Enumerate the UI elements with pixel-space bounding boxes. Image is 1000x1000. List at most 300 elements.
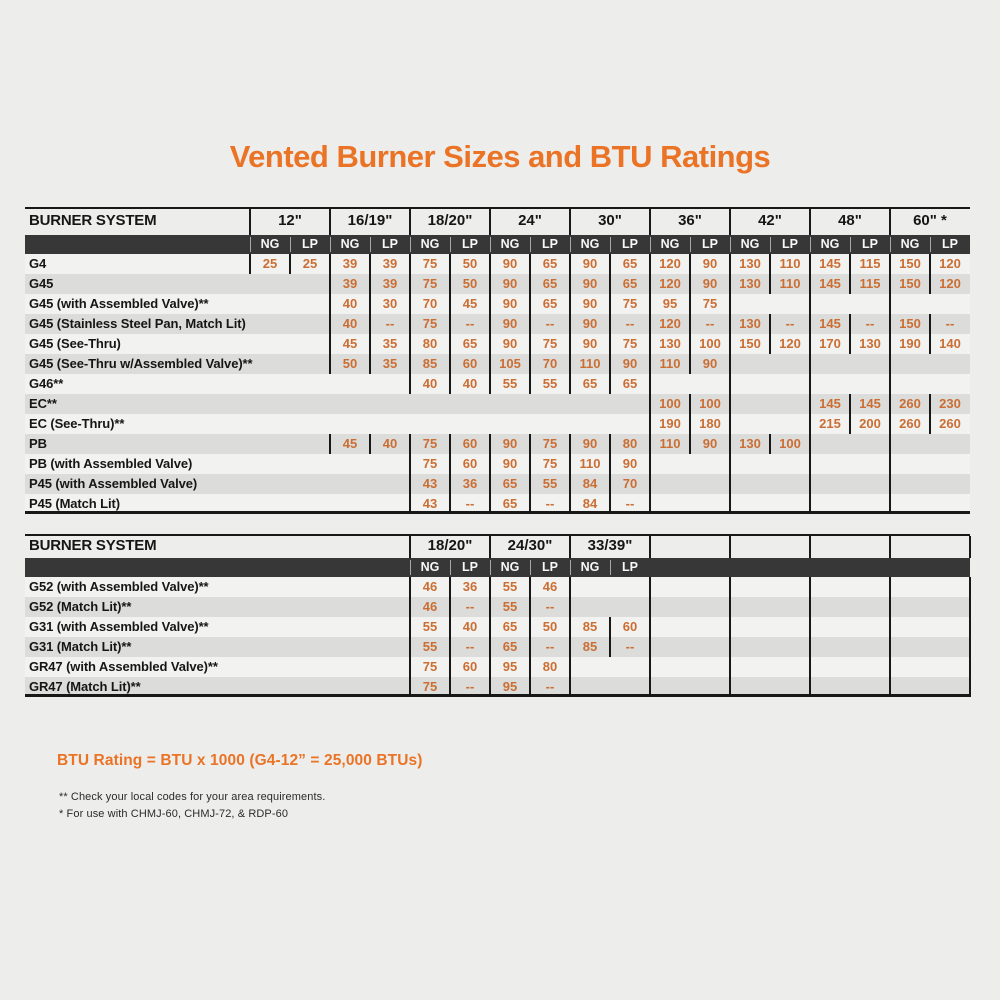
- cell-divider: [409, 597, 411, 617]
- cell-divider: [409, 474, 411, 494]
- fuel-type-header: NG: [260, 237, 280, 251]
- btu-value: 90: [502, 296, 518, 311]
- fuel-type-header: LP: [382, 237, 398, 251]
- fuel-type-header: NG: [340, 237, 360, 251]
- btu-value: 46: [422, 599, 438, 614]
- size-column-header: 60" *: [913, 212, 947, 229]
- fuel-type-header: NG: [740, 237, 760, 251]
- btu-value: 130: [739, 436, 761, 451]
- cell-divider: [329, 434, 331, 454]
- btu-value: 120: [659, 316, 681, 331]
- header-divider: [489, 209, 491, 235]
- btu-value: 80: [542, 659, 558, 674]
- size-column-header: 30": [598, 212, 622, 229]
- btu-value: 75: [622, 296, 638, 311]
- btu-value: 50: [342, 356, 358, 371]
- btu-value: 170: [819, 336, 841, 351]
- btu-value: 150: [899, 316, 921, 331]
- table-row: [25, 334, 970, 354]
- btu-value: 65: [502, 619, 518, 634]
- header-divider: [569, 209, 571, 235]
- btu-value: 90: [582, 316, 598, 331]
- btu-value: 75: [702, 296, 718, 311]
- fuel-type-header: LP: [622, 560, 638, 574]
- cell-divider: [529, 274, 531, 294]
- cell-divider: [689, 334, 691, 354]
- cell-divider: [489, 577, 491, 597]
- cell-divider: [369, 434, 371, 454]
- btu-value: 230: [939, 396, 961, 411]
- fuel-header-divider: [770, 237, 771, 252]
- btu-value: 40: [422, 376, 438, 391]
- btu-value: 115: [859, 276, 881, 291]
- btu-value: 90: [502, 316, 518, 331]
- size-column-header: 24/30": [507, 537, 553, 554]
- btu-value: 140: [939, 336, 961, 351]
- fuel-type-header: LP: [462, 560, 478, 574]
- btu-value: --: [465, 599, 475, 614]
- btu-value: 100: [659, 396, 681, 411]
- cell-divider: [689, 314, 691, 334]
- burner-name: G31 (with Assembled Valve)**: [29, 619, 209, 634]
- table-header-burner-system: BURNER SYSTEM: [29, 537, 157, 554]
- column-group-line: [969, 577, 971, 697]
- cell-divider: [689, 254, 691, 274]
- table-row: [25, 414, 970, 434]
- cell-divider: [249, 254, 251, 274]
- btu-value: 90: [582, 256, 598, 271]
- btu-value: 145: [819, 396, 841, 411]
- fuel-type-header: LP: [942, 237, 958, 251]
- burner-name: PB (with Assembled Valve): [29, 456, 193, 471]
- column-group-line: [809, 577, 811, 697]
- btu-value: 75: [422, 316, 438, 331]
- fuel-type-header: NG: [500, 560, 520, 574]
- cell-divider: [489, 617, 491, 637]
- cell-divider: [529, 254, 531, 274]
- fuel-type-header: LP: [702, 237, 718, 251]
- btu-value: 55: [542, 476, 558, 491]
- cell-divider: [929, 334, 931, 354]
- burner-name: P45 (with Assembled Valve): [29, 476, 198, 491]
- cell-divider: [569, 294, 571, 314]
- btu-value: 65: [622, 276, 638, 291]
- cell-divider: [529, 334, 531, 354]
- btu-value: 90: [702, 356, 718, 371]
- cell-divider: [689, 434, 691, 454]
- table-row: [25, 637, 970, 657]
- cell-divider: [409, 454, 411, 474]
- size-column-header: 18/20": [427, 212, 473, 229]
- cell-divider: [929, 274, 931, 294]
- fuel-header-divider: [930, 237, 931, 252]
- btu-value: 90: [702, 276, 718, 291]
- btu-value: 46: [542, 579, 558, 594]
- size-column-header: 33/39": [587, 537, 633, 554]
- note-local-codes: ** Check your local codes for your area requirements.: [59, 791, 326, 803]
- btu-value: 40: [462, 376, 478, 391]
- btu-value: 130: [659, 336, 681, 351]
- size-column-header: 48": [838, 212, 862, 229]
- cell-divider: [449, 374, 451, 394]
- cell-divider: [489, 274, 491, 294]
- cell-divider: [929, 254, 931, 274]
- btu-value: 130: [739, 316, 761, 331]
- header-divider: [969, 536, 971, 558]
- cell-divider: [329, 274, 331, 294]
- btu-value: 45: [342, 436, 358, 451]
- vented-burner-table-secondary: [25, 534, 970, 697]
- btu-value: --: [625, 316, 635, 331]
- cell-divider: [529, 577, 531, 597]
- cell-divider: [849, 334, 851, 354]
- btu-value: 100: [699, 336, 721, 351]
- btu-value: 90: [622, 356, 638, 371]
- btu-value: --: [705, 316, 715, 331]
- cell-divider: [769, 274, 771, 294]
- cell-divider: [849, 414, 851, 434]
- size-column-header: 36": [678, 212, 702, 229]
- btu-value: --: [625, 496, 635, 511]
- cell-divider: [449, 597, 451, 617]
- btu-value: 145: [859, 396, 881, 411]
- fuel-type-header: NG: [580, 560, 600, 574]
- btu-value: --: [945, 316, 955, 331]
- btu-value: 55: [502, 579, 518, 594]
- fuel-header-divider: [450, 237, 451, 252]
- cell-divider: [329, 314, 331, 334]
- cell-divider: [409, 617, 411, 637]
- btu-value: 75: [422, 659, 438, 674]
- cell-divider: [929, 394, 931, 414]
- cell-divider: [609, 434, 611, 454]
- fuel-header-divider: [450, 560, 451, 575]
- cell-divider: [529, 454, 531, 474]
- btu-value: 260: [899, 416, 921, 431]
- btu-value: 90: [582, 276, 598, 291]
- fuel-header-divider: [890, 237, 891, 252]
- fuel-header-divider: [570, 560, 571, 575]
- fuel-type-header: NG: [900, 237, 920, 251]
- btu-value: 100: [699, 396, 721, 411]
- column-group-line: [809, 254, 811, 514]
- btu-value: 120: [659, 276, 681, 291]
- header-divider: [809, 536, 811, 558]
- fuel-header-divider: [530, 560, 531, 575]
- fuel-type-header: NG: [420, 560, 440, 574]
- cell-divider: [529, 354, 531, 374]
- btu-value: 70: [622, 476, 638, 491]
- btu-value: 90: [502, 276, 518, 291]
- btu-value: 75: [542, 456, 558, 471]
- burner-name: GR47 (Match Lit)**: [29, 679, 141, 694]
- btu-value: 60: [462, 659, 478, 674]
- fuel-header-divider: [570, 237, 571, 252]
- btu-value: 75: [622, 336, 638, 351]
- fuel-header-divider: [610, 237, 611, 252]
- fuel-type-header: NG: [580, 237, 600, 251]
- cell-divider: [929, 414, 931, 434]
- btu-value: 45: [462, 296, 478, 311]
- btu-value: --: [785, 316, 795, 331]
- btu-value: 60: [462, 356, 478, 371]
- cell-divider: [329, 334, 331, 354]
- cell-divider: [529, 374, 531, 394]
- btu-value: 35: [382, 336, 398, 351]
- btu-value: 95: [502, 679, 518, 694]
- table-bottom-border: [25, 511, 970, 514]
- header-divider: [649, 209, 651, 235]
- cell-divider: [369, 334, 371, 354]
- cell-divider: [329, 294, 331, 314]
- btu-rating-formula: BTU Rating = BTU x 1000 (G4-12” = 25,000 BTUs): [57, 752, 423, 769]
- btu-value: 105: [499, 356, 521, 371]
- header-divider: [569, 536, 571, 558]
- btu-value: 90: [502, 456, 518, 471]
- btu-value: 130: [859, 336, 881, 351]
- table-row: [25, 274, 970, 294]
- btu-value: 60: [622, 619, 638, 634]
- size-column-header: 42": [758, 212, 782, 229]
- cell-divider: [449, 617, 451, 637]
- btu-value: --: [545, 679, 555, 694]
- cell-divider: [569, 254, 571, 274]
- fuel-header-divider: [850, 237, 851, 252]
- btu-value: 90: [622, 456, 638, 471]
- btu-value: 84: [582, 476, 598, 491]
- cell-divider: [409, 254, 411, 274]
- fuel-type-header: LP: [542, 560, 558, 574]
- fuel-header-divider: [370, 237, 371, 252]
- cell-divider: [449, 334, 451, 354]
- burner-name: G31 (Match Lit)**: [29, 639, 132, 654]
- btu-value: 65: [542, 296, 558, 311]
- btu-value: --: [545, 496, 555, 511]
- btu-value: 90: [502, 336, 518, 351]
- btu-value: 55: [422, 639, 438, 654]
- btu-value: 180: [699, 416, 721, 431]
- cell-divider: [489, 434, 491, 454]
- btu-value: 65: [542, 256, 558, 271]
- cell-divider: [529, 474, 531, 494]
- cell-divider: [769, 314, 771, 334]
- btu-value: 150: [899, 276, 921, 291]
- btu-value: 90: [702, 256, 718, 271]
- btu-value: 95: [502, 659, 518, 674]
- cell-divider: [449, 294, 451, 314]
- btu-value: 65: [502, 476, 518, 491]
- header-divider: [409, 209, 411, 235]
- cell-divider: [569, 474, 571, 494]
- cell-divider: [569, 314, 571, 334]
- table-header-burner-system: BURNER SYSTEM: [29, 212, 157, 229]
- cell-divider: [529, 434, 531, 454]
- cell-divider: [609, 637, 611, 657]
- table-bottom-border: [25, 694, 970, 697]
- cell-divider: [689, 354, 691, 374]
- header-divider: [649, 536, 651, 558]
- header-divider: [889, 536, 891, 558]
- cell-divider: [489, 354, 491, 374]
- vented-burner-table-main: [25, 207, 970, 514]
- burner-name: G45 (with Assembled Valve)**: [29, 296, 209, 311]
- cell-divider: [489, 294, 491, 314]
- cell-divider: [409, 577, 411, 597]
- cell-divider: [489, 637, 491, 657]
- btu-value: 75: [542, 336, 558, 351]
- cell-divider: [329, 354, 331, 374]
- fuel-type-header: NG: [820, 237, 840, 251]
- btu-value: 75: [422, 256, 438, 271]
- btu-value: 39: [382, 256, 398, 271]
- cell-divider: [609, 314, 611, 334]
- btu-value: 39: [342, 276, 358, 291]
- page-title: Vented Burner Sizes and BTU Ratings: [229, 139, 771, 174]
- btu-value: 55: [502, 376, 518, 391]
- btu-value: 45: [342, 336, 358, 351]
- btu-value: 80: [422, 336, 438, 351]
- fuel-type-header: NG: [420, 237, 440, 251]
- cell-divider: [289, 254, 291, 274]
- cell-divider: [449, 274, 451, 294]
- btu-value: 145: [819, 256, 841, 271]
- btu-value: 65: [622, 256, 638, 271]
- cell-divider: [529, 637, 531, 657]
- cell-divider: [689, 274, 691, 294]
- header-divider: [729, 536, 731, 558]
- btu-value: 75: [422, 276, 438, 291]
- btu-value: 90: [502, 436, 518, 451]
- header-divider: [809, 209, 811, 235]
- btu-value: 100: [779, 436, 801, 451]
- cell-divider: [569, 637, 571, 657]
- cell-divider: [489, 657, 491, 677]
- cell-divider: [369, 314, 371, 334]
- fuel-header-divider: [530, 237, 531, 252]
- cell-divider: [409, 657, 411, 677]
- btu-value: 40: [462, 619, 478, 634]
- burner-name: G46**: [29, 376, 64, 391]
- fuel-type-header: LP: [302, 237, 318, 251]
- btu-value: 55: [542, 376, 558, 391]
- fuel-type-header: LP: [862, 237, 878, 251]
- fuel-type-header: LP: [622, 237, 638, 251]
- btu-value: 70: [542, 356, 558, 371]
- burner-name: PB: [29, 436, 47, 451]
- cell-divider: [569, 657, 571, 677]
- size-column-header: 18/20": [427, 537, 473, 554]
- btu-value: 90: [502, 256, 518, 271]
- btu-value: 145: [819, 316, 841, 331]
- btu-value: 110: [659, 356, 681, 371]
- btu-value: 80: [622, 436, 638, 451]
- btu-value: 75: [542, 436, 558, 451]
- burner-name: G45 (See-Thru): [29, 336, 121, 351]
- header-divider: [409, 536, 411, 558]
- fuel-type-header: LP: [462, 237, 478, 251]
- cell-divider: [569, 374, 571, 394]
- btu-value: 85: [582, 619, 598, 634]
- btu-value: --: [465, 496, 475, 511]
- btu-value: 150: [899, 256, 921, 271]
- column-group-line: [889, 577, 891, 697]
- cell-divider: [849, 274, 851, 294]
- column-group-line: [729, 577, 731, 697]
- burner-name: G52 (with Assembled Valve)**: [29, 579, 209, 594]
- cell-divider: [489, 374, 491, 394]
- btu-value: --: [545, 599, 555, 614]
- btu-value: --: [625, 639, 635, 654]
- cell-divider: [409, 294, 411, 314]
- btu-value: 200: [859, 416, 881, 431]
- cell-divider: [849, 254, 851, 274]
- burner-name: G52 (Match Lit)**: [29, 599, 132, 614]
- cell-divider: [369, 254, 371, 274]
- btu-value: 110: [779, 276, 801, 291]
- cell-divider: [409, 274, 411, 294]
- fuel-type-header: LP: [542, 237, 558, 251]
- burner-name: G45 (Stainless Steel Pan, Match Lit): [29, 316, 246, 331]
- btu-value: 260: [899, 396, 921, 411]
- cell-divider: [569, 354, 571, 374]
- burner-name: G45 (See-Thru w/Assembled Valve)**: [29, 356, 253, 371]
- btu-value: 65: [462, 336, 478, 351]
- table-row: [25, 294, 970, 314]
- btu-value: 150: [739, 336, 761, 351]
- cell-divider: [489, 314, 491, 334]
- table-row: [25, 354, 970, 374]
- cell-divider: [369, 354, 371, 374]
- btu-value: 190: [659, 416, 681, 431]
- cell-divider: [529, 294, 531, 314]
- btu-value: --: [465, 639, 475, 654]
- size-column-header: 16/19": [347, 212, 393, 229]
- btu-value: 120: [659, 256, 681, 271]
- btu-value: 120: [779, 336, 801, 351]
- btu-value: 95: [662, 296, 678, 311]
- cell-divider: [369, 294, 371, 314]
- btu-value: 90: [702, 436, 718, 451]
- btu-value: 40: [382, 436, 398, 451]
- burner-name: P45 (Match Lit): [29, 496, 120, 511]
- btu-value: 75: [422, 436, 438, 451]
- btu-value: 120: [939, 256, 961, 271]
- btu-value: --: [865, 316, 875, 331]
- cell-divider: [529, 314, 531, 334]
- btu-value: 85: [582, 639, 598, 654]
- fuel-header-divider: [690, 237, 691, 252]
- cell-divider: [449, 434, 451, 454]
- cell-divider: [609, 474, 611, 494]
- header-divider: [249, 209, 251, 235]
- cell-divider: [489, 454, 491, 474]
- size-column-header: 12": [278, 212, 302, 229]
- btu-value: 46: [422, 579, 438, 594]
- fuel-header-divider: [410, 237, 411, 252]
- cell-divider: [569, 274, 571, 294]
- cell-divider: [449, 354, 451, 374]
- btu-value: --: [545, 316, 555, 331]
- table-row: [25, 434, 970, 454]
- cell-divider: [609, 374, 611, 394]
- table-row: [25, 474, 970, 494]
- btu-value: 260: [939, 416, 961, 431]
- btu-value: 65: [622, 376, 638, 391]
- cell-divider: [609, 334, 611, 354]
- btu-value: 85: [422, 356, 438, 371]
- btu-value: 65: [502, 496, 518, 511]
- burner-name: G4: [29, 256, 47, 271]
